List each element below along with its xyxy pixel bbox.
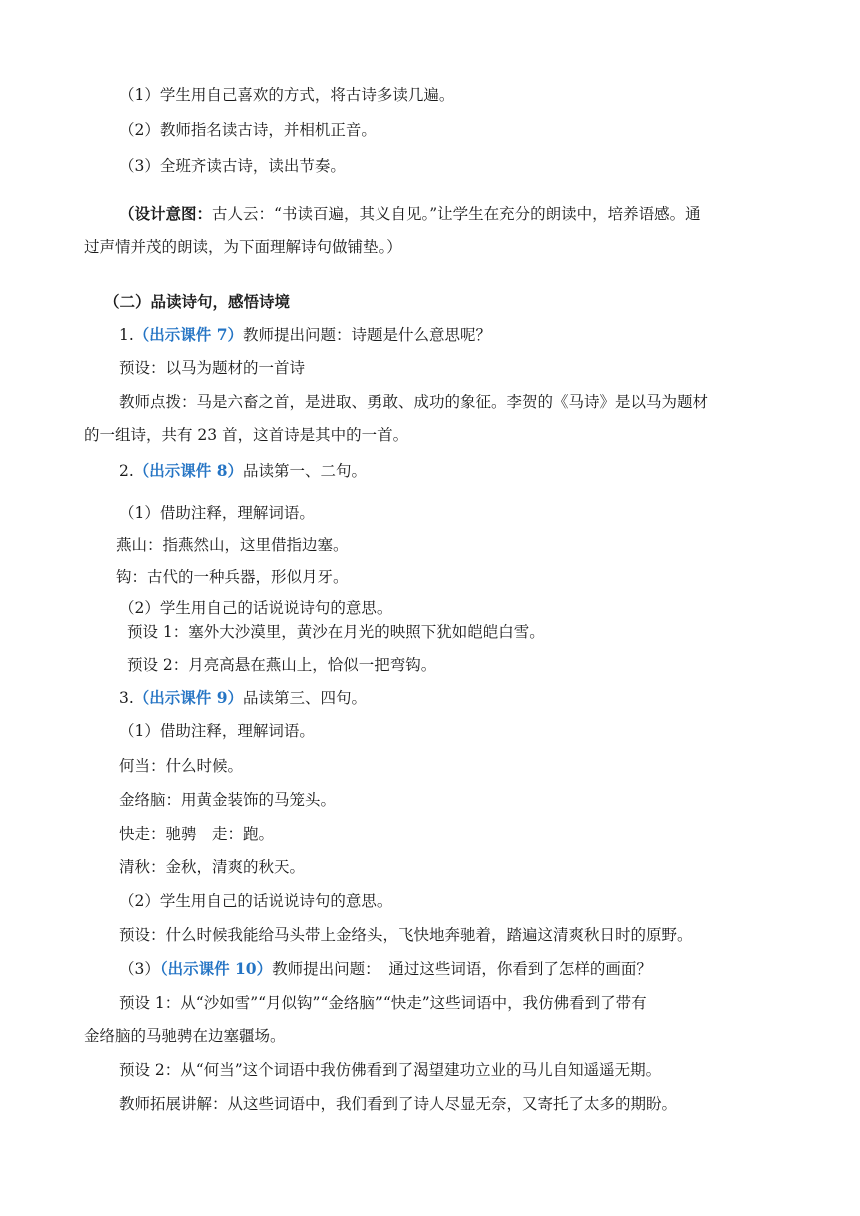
text: （2）教师指名读古诗，并相机正音。 xyxy=(119,121,377,139)
text: （1）借助注释，理解词语。 xyxy=(119,504,315,522)
text: 教师提出问题：诗题是什么意思呢？ xyxy=(242,326,491,344)
text: 教师提出问题： 通过这些词语，你看到了怎样的画面？ xyxy=(272,960,652,978)
text: （二）品读诗句，感悟诗境 xyxy=(104,292,291,311)
text: 教师拓展讲解：从这些词语中，我们看到了诗人尽显无奈，又寄托了太多的期盼。 xyxy=(119,1095,678,1113)
preset-answer xyxy=(119,1060,661,1080)
text: （2）学生用自己的话说说诗句的意思。 xyxy=(119,892,393,910)
teacher-question xyxy=(119,959,652,979)
text: 快走：驰骋 走：跑。 xyxy=(119,825,275,843)
text: 金络脑：用黄金装饰的马笼头。 xyxy=(119,791,337,809)
preset-answer xyxy=(127,655,436,675)
text: 钩：古代的一种兵器，形似月牙。 xyxy=(116,568,349,586)
design-intent-line-1 xyxy=(119,204,701,224)
sub-step xyxy=(119,721,315,741)
item-number: （3） xyxy=(119,960,160,978)
preset-answer-line-2 xyxy=(84,1026,286,1046)
preset-answer xyxy=(119,358,305,378)
item-2-heading xyxy=(119,461,367,481)
text: （1）借助注释，理解词语。 xyxy=(119,722,315,740)
text: 清秋：金秋，清爽的秋天。 xyxy=(119,858,306,876)
text: 金络脑的马驰骋在边塞疆场。 xyxy=(84,1027,286,1045)
section-heading xyxy=(104,292,290,312)
item-3-heading xyxy=(119,688,367,708)
text: 燕山：指燕然山，这里借指边塞。 xyxy=(116,536,349,554)
text: 古人云：“书读百遍，其义自见。”让学生在充分的朗读中，培养语感。通 xyxy=(212,205,701,223)
text: 预设 2：从“何当”这个词语中我仿佛看到了渴望建功立业的马儿自知遥遥无期。 xyxy=(119,1061,662,1079)
text: 的一组诗，共有 23 首，这首诗是其中的一首。 xyxy=(84,426,409,444)
text: 品读第三、四句。 xyxy=(242,689,367,707)
text: 预设 1：塞外大沙漠里，黄沙在月光的映照下犹如皑皑白雪。 xyxy=(127,623,545,641)
design-intent-label: （设计意图： xyxy=(119,204,213,223)
preset-answer xyxy=(119,925,693,945)
text: 品读第一、二句。 xyxy=(242,462,367,480)
text: 预设：什么时候我能给马头带上金络头，飞快地奔驰着，踏遍这清爽秋日时的原野。 xyxy=(119,926,693,944)
sub-step xyxy=(119,598,392,618)
text: 教师点拨：马是六畜之首，是进取、勇敢、成功的象征。李贺的《马诗》是以马为题材 xyxy=(119,393,709,411)
text: （1）学生用自己喜欢的方式，将古诗多读几遍。 xyxy=(119,86,455,104)
slide-reference: （出示课件 9） xyxy=(133,688,243,707)
word-definition xyxy=(116,567,349,587)
word-definition xyxy=(119,824,274,844)
slide-reference: （出示课件 10） xyxy=(159,959,273,978)
slide-reference: （出示课件 7） xyxy=(133,325,243,344)
text: （3）全班齐读古诗，读出节奏。 xyxy=(119,157,346,175)
word-definition xyxy=(119,756,243,776)
text: （2）学生用自己的话说说诗句的意思。 xyxy=(119,599,393,617)
sub-step xyxy=(119,503,315,523)
step-1-read-freely xyxy=(119,85,454,105)
word-definition xyxy=(119,790,336,810)
teacher-guidance-line-2 xyxy=(84,425,408,445)
slide-reference: （出示课件 8） xyxy=(133,461,243,480)
preset-answer-line-1 xyxy=(119,993,647,1013)
teacher-extension xyxy=(119,1094,677,1114)
design-intent-line-2 xyxy=(84,237,402,257)
text: 过声情并茂的朗读，为下面理解诗句做铺垫。） xyxy=(84,238,402,256)
item-number: 1. xyxy=(119,326,134,344)
sub-step xyxy=(119,891,392,911)
step-3-class-read xyxy=(119,156,346,176)
teacher-guidance-line-1 xyxy=(119,392,708,412)
item-number: 3. xyxy=(119,689,134,707)
preset-answer xyxy=(127,622,545,642)
word-definition xyxy=(119,857,305,877)
word-definition xyxy=(116,535,349,555)
item-1-question xyxy=(119,325,491,345)
item-number: 2. xyxy=(119,462,134,480)
step-2-teacher-check xyxy=(119,120,377,140)
text: 预设：以马为题材的一首诗 xyxy=(119,359,306,377)
text: 预设 1：从“沙如雪”“月似钩”“金络脑”“快走”这些词语中，我仿佛看到了带有 xyxy=(119,994,647,1012)
text: 何当：什么时候。 xyxy=(119,757,244,775)
text: 预设 2：月亮高悬在燕山上，恰似一把弯钩。 xyxy=(127,656,437,674)
